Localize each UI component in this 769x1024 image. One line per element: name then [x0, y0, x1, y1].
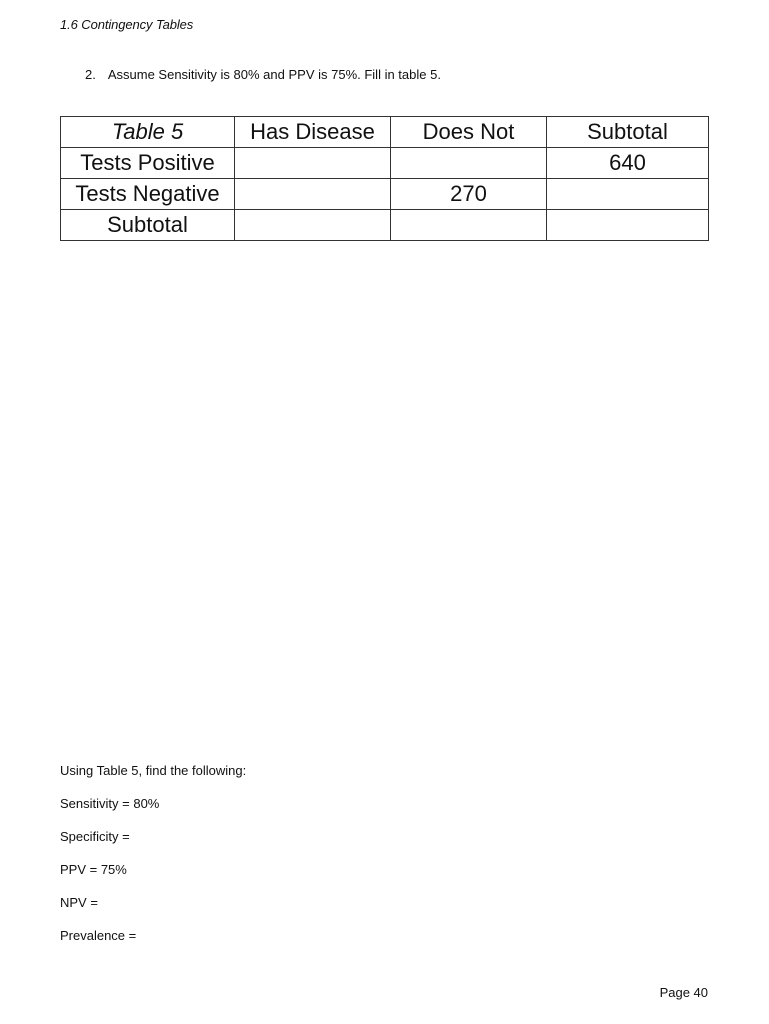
table-header-row: [61, 117, 709, 148]
section-header: 1.6 Contingency Tables: [60, 17, 194, 32]
question-number: 2.: [85, 67, 96, 82]
column-header-subtotal: Subtotal: [547, 117, 709, 148]
table-cell[interactable]: [547, 210, 709, 241]
ppv-line: PPV = 75%: [60, 862, 127, 877]
contingency-table: [60, 116, 709, 241]
table-cell[interactable]: [391, 148, 547, 179]
table-cell[interactable]: [235, 148, 391, 179]
question-text: Assume Sensitivity is 80% and PPV is 75%. Fill in table 5.: [107, 67, 441, 82]
row-label-tests-positive: Tests Positive: [61, 148, 235, 179]
table-caption: Table 5: [61, 117, 235, 148]
specificity-line: Specificity =: [60, 829, 130, 844]
column-header-has-disease: Has Disease: [235, 117, 391, 148]
question: [85, 67, 441, 82]
table-cell[interactable]: [547, 179, 709, 210]
table-cell[interactable]: 270: [391, 179, 547, 210]
column-header-does-not: Does Not: [391, 117, 547, 148]
row-label-subtotal: Subtotal: [61, 210, 235, 241]
followup-intro: Using Table 5, find the following:: [60, 763, 247, 778]
npv-line: NPV =: [60, 895, 98, 910]
table-cell[interactable]: [235, 210, 391, 241]
row-label-tests-negative: Tests Negative: [61, 179, 235, 210]
table-row: [61, 210, 709, 241]
prevalence-line: Prevalence =: [60, 928, 137, 943]
table-row: [61, 179, 709, 210]
page-number: Page 40: [659, 985, 708, 1000]
table-row: [61, 148, 709, 179]
table-cell[interactable]: 640: [547, 148, 709, 179]
table-cell[interactable]: [235, 179, 391, 210]
sensitivity-line: Sensitivity = 80%: [60, 796, 160, 811]
table-cell[interactable]: [391, 210, 547, 241]
